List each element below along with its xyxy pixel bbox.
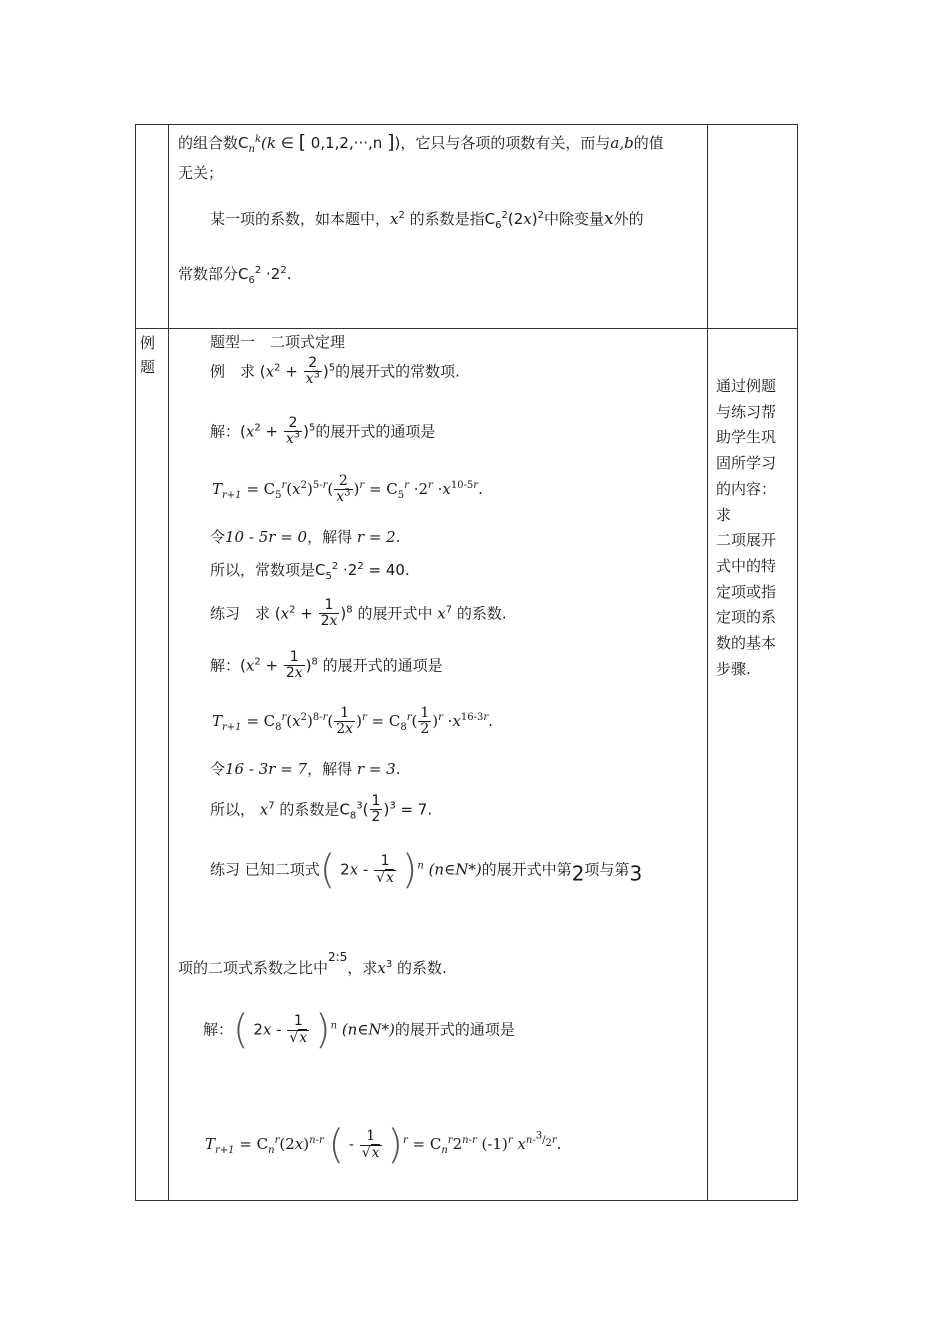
solution1-let: 令10 - 5r = 0，解得 r = 2. (210, 528, 401, 546)
solution3-general-term: $T_{r+1} = C_n^r(2x)^{n-r}$ ( - $\frac{1}{√x}$ )$^r = C_n^r2^{n-r}$ $(-1)^r$ $x^{n-^3/_2r}$. (205, 1122, 562, 1168)
solution3-intro: 解：( 2x - $\frac{1}{√x}$ )$^n$ (n∈N*)的展开式的通项是 (203, 1007, 515, 1053)
practice2-statement: 练习 已知二项式( 2x - $\frac{1}{√x}$ )$^n$ (n∈N*)的展开式中第2项与第3 (210, 847, 643, 893)
side-note-line: 助学生巩 (716, 428, 777, 447)
example1-statement: 例 求 ($x^2$ + $\frac{2}{x^3}$ )$^5$的展开式的常数项. (210, 355, 460, 388)
section-heading: 题型一 二项式定理 (210, 333, 346, 351)
row2-label-char2: 题 (140, 358, 156, 376)
side-note-line: 二项展开 (716, 531, 777, 550)
side-note (716, 374, 792, 682)
table-border-row-divider (135, 328, 798, 329)
side-note-line: 定项或指 (716, 582, 777, 601)
solution1-general-term: $T_{r+1} = C_5^r(x^2)^{5-r}$( $\frac{2}{x^3}$ )$^r = C_5^r \cdot 2^r \cdot x^{10-5r}$. (212, 473, 483, 506)
row1-line2: 无关； (178, 164, 224, 182)
side-note-line: 求 (716, 505, 732, 524)
row1-line1: 的组合数$C_n^k(k$ ∈ [ 0,1,2,···,n ])，它只与各项的项数有关，而与a,b的值 (178, 131, 664, 155)
side-note-line: 步骤. (716, 659, 751, 678)
solution1-intro: 解：($x^2$ + $\frac{2}{x^3}$ )$^5$的展开式的通项是 (210, 415, 436, 448)
table-border-bottom (135, 1200, 798, 1201)
side-note-line: 与练习帮 (716, 402, 777, 421)
table-border-col1 (168, 124, 169, 1201)
table-border-col2 (707, 124, 708, 1201)
practice2-line2: 项的二项式系数之比中$^{2:5}$，求$x^3$ 的系数. (178, 950, 447, 977)
table-border-right (797, 124, 798, 1201)
side-note-line: 式中的特 (716, 556, 777, 575)
practice1-statement: 练习 求 ($x^2$ + $\frac{1}{2x}$ )$^8$ 的展开式中 $x^7$ 的系数. (210, 597, 507, 630)
side-note-line: 数的基本 (716, 634, 777, 653)
table-border-left (135, 124, 136, 1201)
solution2-conclusion: 所以， $x^7$ 的系数是$C_8^3$( $\frac{1}{2}$ )$^3$ = 7. (210, 793, 433, 826)
solution1-conclusion: 所以，常数项是$C_5^2 \cdot 2^2 = 40$. (210, 561, 410, 582)
solution2-intro: 解：($x^2$ + $\frac{1}{2x}$ )$^8$ 的展开式的通项是 (210, 649, 443, 682)
side-note-line: 通过例题 (716, 377, 777, 395)
table-border-top (135, 124, 798, 125)
row2-label-char1: 例 (140, 334, 156, 352)
solution2-general-term: $T_{r+1} = C_8^r(x^2)^{8-r}$( $\frac{1}{2x}$ )$^r = C_8^r$( $\frac{1}{2}$ )$^r \cdot x^{16-3r}$. (212, 705, 493, 738)
row1-line3: 某一项的系数，如本题中，$x^2$ 的系数是指$C_6^2(2x)^2$中除变量x外的 (210, 209, 644, 231)
row1-line4: 常数部分$C_6^2 \cdot 2^2$. (178, 265, 292, 286)
solution2-let: 令16 - 3r = 7，解得 r = 3. (210, 760, 401, 778)
side-note-line: 的内容： (716, 479, 777, 498)
side-note-line: 固所学习 (716, 454, 777, 473)
side-note-line: 定项的系 (716, 608, 777, 627)
